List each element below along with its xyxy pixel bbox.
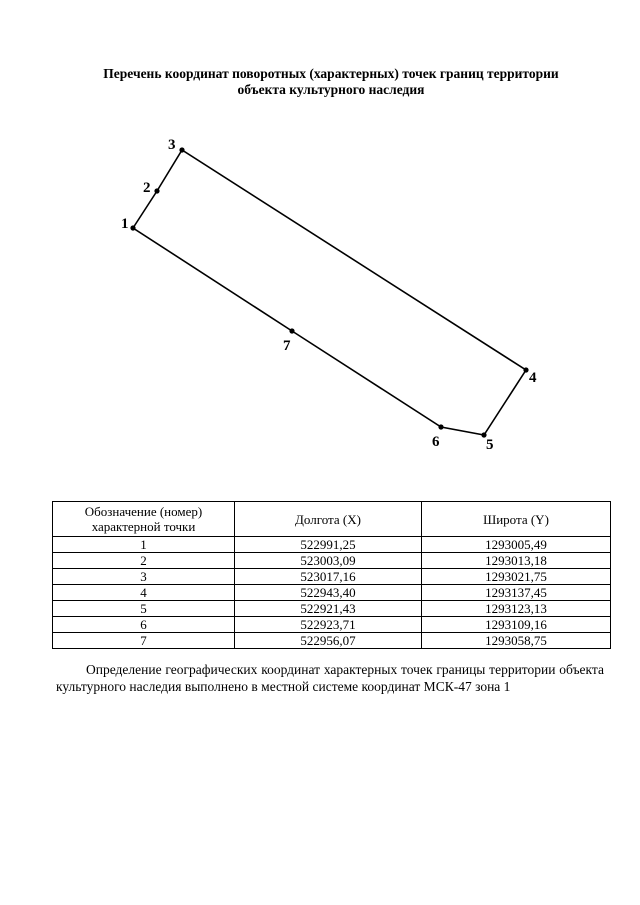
boundary-point-3 xyxy=(179,147,184,152)
cell-point: 4 xyxy=(53,585,235,601)
table-row xyxy=(53,601,611,617)
title-line-2: объекта культурного наследия xyxy=(237,82,425,97)
header-point: Обозначение (номер) характерной точки xyxy=(53,502,235,537)
table-row xyxy=(53,537,611,553)
cell-y: 1293021,75 xyxy=(422,569,611,585)
cell-point: 6 xyxy=(53,617,235,633)
cell-x: 522921,43 xyxy=(235,601,422,617)
cell-y: 1293123,13 xyxy=(422,601,611,617)
cell-x: 523017,16 xyxy=(235,569,422,585)
boundary-point-1 xyxy=(130,225,135,230)
boundary-point-6 xyxy=(438,424,443,429)
cell-point: 1 xyxy=(53,537,235,553)
point-label-6: 6 xyxy=(432,434,440,450)
title-line-1: Перечень координат поворотных (характерных) точек границ территории xyxy=(103,66,559,81)
point-label-3: 3 xyxy=(168,137,176,153)
cell-y: 1293005,49 xyxy=(422,537,611,553)
cell-y: 1293058,75 xyxy=(422,633,611,649)
point-label-4: 4 xyxy=(529,370,537,386)
boundary-point-2 xyxy=(154,188,159,193)
boundary-point-7 xyxy=(289,328,294,333)
cell-x: 522943,40 xyxy=(235,585,422,601)
cell-y: 1293013,18 xyxy=(422,553,611,569)
point-label-7: 7 xyxy=(283,338,291,354)
boundary-polygon xyxy=(133,150,526,435)
cell-point: 7 xyxy=(53,633,235,649)
table-row xyxy=(53,585,611,601)
point-label-1: 1 xyxy=(121,216,129,232)
header-x: Долгота (X) xyxy=(235,502,422,537)
point-label-5: 5 xyxy=(486,437,494,453)
cell-x: 522956,07 xyxy=(235,633,422,649)
table-row xyxy=(53,617,611,633)
header-y: Широта (Y) xyxy=(422,502,611,537)
table-row xyxy=(53,569,611,585)
boundary-point-4 xyxy=(523,367,528,372)
table-header-row xyxy=(53,502,611,537)
point-label-2: 2 xyxy=(143,180,151,196)
cell-x: 522923,71 xyxy=(235,617,422,633)
cell-x: 523003,09 xyxy=(235,553,422,569)
table-row xyxy=(53,553,611,569)
cell-point: 2 xyxy=(53,553,235,569)
cell-y: 1293137,45 xyxy=(422,585,611,601)
coordinates-table xyxy=(52,501,611,649)
cell-point: 3 xyxy=(53,569,235,585)
cell-x: 522991,25 xyxy=(235,537,422,553)
cell-point: 5 xyxy=(53,601,235,617)
coordinate-system-note: Определение географических координат характерных точек границы территории объекта культурного наследия выполнено в местной системе координат МСК-47 зона 1 xyxy=(56,662,604,694)
table-row xyxy=(53,633,611,649)
cell-y: 1293109,16 xyxy=(422,617,611,633)
